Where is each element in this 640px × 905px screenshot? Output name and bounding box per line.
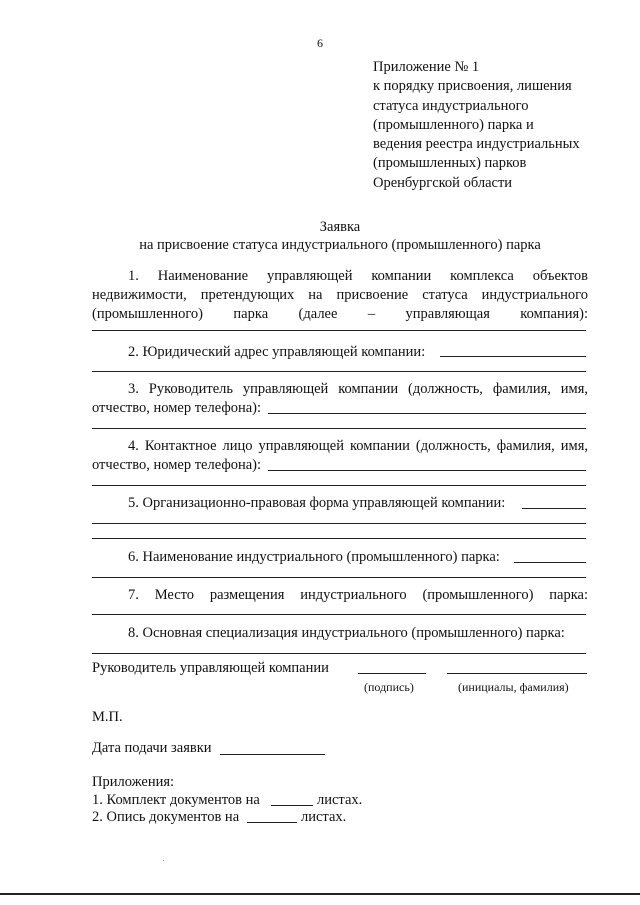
item-4-answer-line[interactable]	[268, 470, 586, 471]
attachments-heading: Приложения:	[92, 774, 175, 790]
item-1-text: недвижимости, претендующих на присвоение статуса индустриального	[92, 287, 588, 303]
item-4-answer-line[interactable]	[92, 485, 586, 486]
item-5-answer-line[interactable]	[92, 538, 586, 539]
item-7-text: 7. Место размещения индустриального (промышленного) парка:	[128, 587, 588, 603]
appendix-line: к порядку присвоения, лишения	[373, 78, 572, 95]
item-3-text: 3. Руководитель управляющей компании (должность, фамилия, имя,	[128, 381, 588, 397]
item-8-answer-line[interactable]	[92, 653, 586, 654]
page-number: 6	[317, 36, 323, 50]
stamp-label: М.П.	[92, 709, 123, 725]
name-caption: (инициалы, фамилия)	[458, 680, 569, 694]
attachment-1-prefix: 1. Комплект документов на	[92, 792, 260, 808]
name-line[interactable]	[447, 673, 587, 674]
item-2-text: 2. Юридический адрес управляющей компании:	[128, 344, 426, 360]
attachment-1-suffix: листах.	[317, 792, 363, 808]
appendix-line: (промышленных) парков	[373, 155, 527, 172]
item-7-answer-line[interactable]	[92, 614, 586, 615]
item-6-answer-line[interactable]	[92, 577, 586, 578]
document-title: Заявка	[319, 219, 361, 235]
signature-line[interactable]	[358, 673, 426, 674]
signature-label: Руководитель управляющей компании	[92, 660, 329, 676]
attachment-2-suffix: листах.	[301, 809, 347, 825]
appendix-line: Оренбургской области	[373, 174, 513, 191]
item-4-text: 4. Контактное лицо управляющей компании (должность, фамилия, имя,	[128, 438, 588, 454]
attachment-2-count-line[interactable]	[247, 822, 297, 823]
item-8-text: 8. Основная специализация индустриального (промышленного) парка:	[128, 625, 565, 641]
signature-caption: (подпись)	[364, 680, 414, 694]
item-5-text: 5. Организационно-правовая форма управляющей компании:	[128, 495, 506, 511]
document-subtitle: на присвоение статуса индустриального (промышленного) парка	[139, 237, 541, 253]
item-5-answer-line[interactable]	[92, 523, 586, 524]
page-bottom-border	[0, 893, 640, 895]
appendix-line: статуса индустриального	[373, 97, 529, 114]
item-3-answer-line[interactable]	[268, 413, 586, 414]
item-3-answer-line[interactable]	[92, 428, 586, 429]
item-6-text: 6. Наименование индустриального (промышленного) парка:	[128, 549, 500, 565]
item-2-answer-line[interactable]	[92, 371, 586, 372]
item-4-text: отчество, номер телефона):	[92, 457, 262, 473]
item-6-answer-line[interactable]	[514, 562, 586, 563]
item-1-answer-line[interactable]	[92, 330, 586, 331]
attachment-2-prefix: 2. Опись документов на	[92, 809, 240, 825]
item-2-answer-line[interactable]	[440, 356, 586, 357]
item-1-text: (промышленного) парка (далее – управляющая компания):	[92, 306, 588, 322]
appendix-line: (промышленного) парка и	[373, 116, 534, 133]
item-5-answer-line[interactable]	[522, 508, 586, 509]
item-3-text: отчество, номер телефона):	[92, 400, 262, 416]
scan-speck	[163, 860, 164, 861]
appendix-header	[373, 58, 580, 193]
appendix-line: Приложение № 1	[373, 59, 480, 75]
date-line[interactable]	[220, 754, 325, 755]
date-label: Дата подачи заявки	[92, 740, 212, 756]
item-1-text: 1. Наименование управляющей компании комплекса объектов	[128, 268, 588, 284]
appendix-line: ведения реестра индустриальных	[373, 136, 580, 153]
attachment-1-count-line[interactable]	[271, 805, 313, 806]
